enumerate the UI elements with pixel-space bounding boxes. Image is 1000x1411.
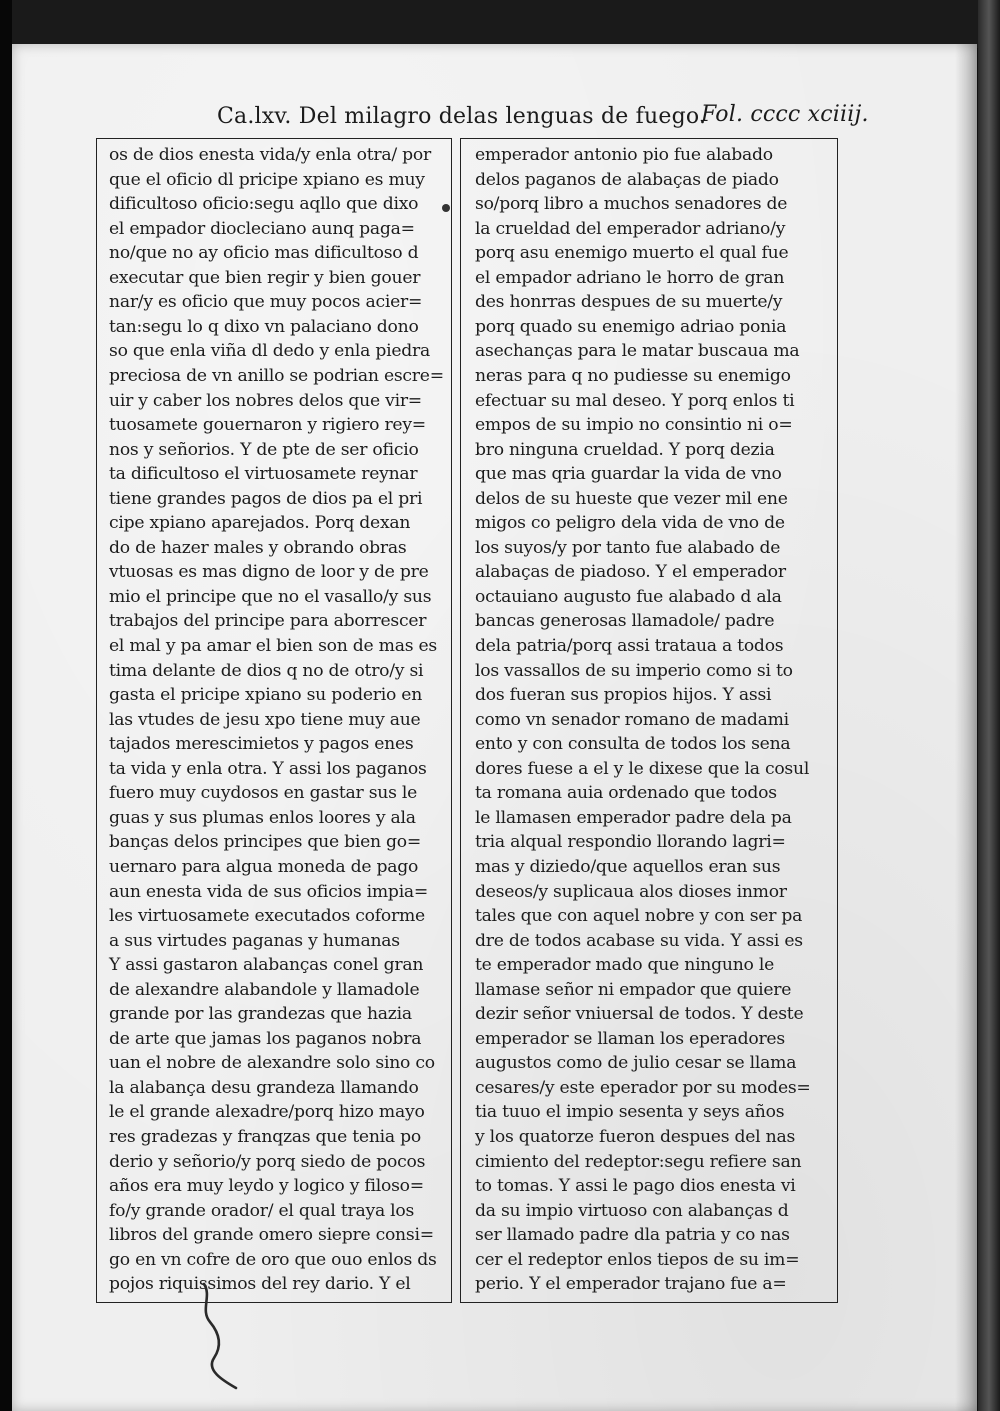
right-column-line: cimiento del redeptor:segu refiere san (475, 1151, 802, 1172)
right-column-line: dos fueran sus propios hijos. Y assi (475, 685, 772, 706)
scan-backdrop-top (0, 0, 1000, 48)
scan-backdrop-left (0, 0, 12, 1411)
right-column-line: ta romana auia ordenado que todos (475, 783, 777, 804)
left-column-line: trabajos del principe para aborrescer (109, 611, 427, 632)
left-column-lines (97, 139, 451, 1302)
folio-number: Fol. cccc xciiij. (701, 102, 869, 127)
right-column-line: tia tuuo el impio sesenta y seys años (475, 1102, 785, 1123)
left-column-line: no/que no ay oficio mas dificultoso d (109, 243, 419, 264)
left-column-line: nos y señorios. Y de pte de ser oficio (109, 439, 419, 460)
left-column-line: so que enla viña dl dedo y enla piedra (109, 341, 430, 362)
right-column-line: efectuar su mal deseo. Y porq enlos ti (475, 390, 795, 411)
ink-squiggle-mark (192, 1276, 252, 1396)
running-head (217, 100, 869, 134)
left-column-line: executar que bien regir y bien gouer (109, 267, 421, 288)
right-column-line: delos paganos de alabaças de piado (475, 169, 779, 190)
left-column-line: tiene grandes pagos de dios pa el pri (109, 488, 423, 509)
right-column-line: porq quado su enemigo adriao ponia (475, 316, 787, 337)
right-column-line: la crueldad del emperador adriano/y (475, 218, 786, 239)
right-column-line: cer el redeptor enlos tiepos de su im= (475, 1249, 800, 1270)
book-page (12, 44, 977, 1411)
left-column-line: tima delante de dios q no de otro/y si (109, 660, 424, 681)
right-column-line: des honrras despues de su muerte/y (475, 292, 783, 313)
left-column-line: ta vida y enla otra. Y assi los paganos (109, 758, 427, 779)
left-column-line: les virtuosamete executados coforme (109, 906, 425, 927)
left-column-line: banças delos principes que bien go= (109, 832, 422, 853)
right-column-line: bro ninguna crueldad. Y porq dezia (475, 439, 775, 460)
left-column-line: uir y caber los nobres delos que vir= (109, 390, 422, 411)
right-column-line: asechanças para le matar buscaua ma (475, 341, 800, 362)
right-column-line: octauiano augusto fue alabado d ala (475, 586, 782, 607)
left-column-line: que el oficio dl pricipe xpiano es muy (109, 169, 425, 190)
right-column-line: mas y diziedo/que aquellos eran sus (475, 856, 781, 877)
left-column-line: cipe xpiano aparejados. Porq dexan (109, 513, 411, 534)
left-column-line: fo/y grande orador/ el qual traya los (109, 1200, 415, 1221)
right-column-line: que mas qria guardar la vida de vno (475, 464, 782, 485)
left-column-line: uernaro para algua moneda de pago (109, 856, 419, 877)
left-column-line: dificultoso oficio:segu aqllo que dixo (109, 194, 419, 215)
right-column-line: da su impio virtuoso con alabanças d (475, 1200, 789, 1221)
left-column-line: el mal y pa amar el bien son de mas es (109, 636, 437, 656)
left-column-line: grande por las grandezas que hazia (109, 1004, 412, 1025)
left-column-line: nar/y es oficio que muy pocos acier= (109, 292, 423, 313)
right-column-line: ento y con consulta de todos los sena (475, 734, 791, 755)
left-column-line: libros del grande omero siepre consi= (109, 1225, 434, 1246)
right-column-lines (461, 139, 837, 1302)
right-column-line: alabaças de piadoso. Y el emperador (475, 562, 786, 583)
right-column-line: emperador se llaman los eperadores (475, 1028, 785, 1049)
page-edge-shadow (955, 44, 977, 1411)
right-column-line: migos co peligro dela vida de vno de (475, 513, 785, 534)
right-column-line: ser llamado padre dla patria y co nas (475, 1225, 790, 1246)
right-column-line: llamase señor ni empador que quiere (475, 979, 792, 1000)
right-column-line: delos de su hueste que vezer mil ene (475, 488, 788, 509)
running-title: Ca.lxv. Del milagro delas lenguas de fuego. (217, 104, 707, 129)
left-column-line: el empador diocleciano aunq paga= (109, 218, 415, 239)
right-column-line: neras para q no pudiesse su enemigo (475, 365, 791, 386)
left-column-line: las vtudes de jesu xpo tiene muy aue (109, 709, 421, 730)
left-column-line: vtuosas es mas digno de loor y de pre (109, 562, 429, 583)
left-column-line: uan el nobre de alexandre solo sino co (109, 1053, 435, 1074)
left-column-line: a sus virtudes paganas y humanas (109, 930, 400, 951)
right-column-line: y los quatorze fueron despues del nas (475, 1127, 796, 1147)
left-column-line: preciosa de vn anillo se podrian escre= (109, 365, 444, 386)
right-column-line: le llamasen emperador padre dela pa (475, 807, 792, 828)
right-column-line: como vn senador romano de madami (475, 709, 789, 730)
left-column-line: de alexandre alabandole y llamadole (109, 979, 420, 1000)
right-column-line: deseos/y suplicaua alos dioses inmor (475, 881, 787, 902)
left-column-line: la alabança desu grandeza llamando (109, 1077, 419, 1098)
right-column-line: emperador antonio pio fue alabado (475, 145, 773, 165)
right-column-line: to tomas. Y assi le pago dios enesta vi (475, 1176, 796, 1197)
right-column-line: dre de todos acabase su vida. Y assi es (475, 930, 803, 951)
left-column-line: res gradezas y franqzas que tenia po (109, 1127, 421, 1147)
left-column-line: os de dios enesta vida/y enla otra/ por (109, 145, 431, 165)
right-column-line: porq asu enemigo muerto el qual fue (475, 243, 789, 264)
text-column-right (460, 138, 838, 1303)
left-column-line: tajados merescimietos y pagos enes (109, 734, 414, 755)
right-column-line: dezir señor vniuersal de todos. Y deste (475, 1004, 804, 1025)
right-column-line: los suyos/y por tanto fue alabado de (475, 537, 781, 558)
right-column-line: los vassallos de su imperio como si to (475, 660, 793, 681)
left-column-line: gasta el pricipe xpiano su poderio en (109, 685, 423, 706)
left-column-line: Y assi gastaron alabanças conel gran (109, 955, 424, 976)
scan-backdrop-right (978, 0, 1000, 1411)
left-column-line: guas y sus plumas enlos loores y ala (109, 807, 416, 828)
ink-dot (442, 204, 450, 212)
left-column-line: le el grande alexadre/porq hizo mayo (109, 1102, 425, 1123)
left-column-line: fuero muy cuydosos en gastar sus le (109, 783, 418, 804)
left-column-line: aun enesta vida de sus oficios impia= (109, 881, 429, 902)
left-column-line: años era muy leydo y logico y filoso= (109, 1176, 424, 1197)
left-column-line: go en vn cofre de oro que ouo enlos ds (109, 1249, 437, 1270)
left-column-line: pojos riquissimos del rey dario. Y el (109, 1274, 411, 1295)
right-column-line: dela patria/porq assi trataua a todos (475, 636, 784, 656)
right-column-line: perio. Y el emperador trajano fue a= (475, 1274, 787, 1295)
left-column-line: tuosamete gouernaron y rigiero rey= (109, 415, 426, 436)
left-column-line: ta dificultoso el virtuosamete reynar (109, 464, 418, 485)
right-column-line: augustos como de julio cesar se llama (475, 1053, 797, 1074)
right-column-line: el empador adriano le horro de gran (475, 267, 785, 288)
right-column-line: so/porq libro a muchos senadores de (475, 194, 788, 215)
left-column-line: tan:segu lo q dixo vn palaciano dono (109, 316, 419, 337)
right-column-line: bancas generosas llamadole/ padre (475, 611, 775, 632)
right-column-line: dores fuese a el y le dixese que la cosul (475, 758, 810, 779)
right-column-line: te emperador mado que ninguno le (475, 955, 774, 976)
left-column-line: mio el principe que no el vasallo/y sus (109, 586, 432, 607)
left-column-line: derio y señorio/y porq siedo de pocos (109, 1151, 426, 1172)
right-column-line: empos de su impio no consintio ni o= (475, 415, 793, 436)
right-column-line: tales que con aquel nobre y con ser pa (475, 906, 803, 927)
right-column-line: tria alqual respondio llorando lagri= (475, 832, 786, 853)
right-column-line: cesares/y este eperador por su modes= (475, 1077, 811, 1098)
left-column-line: do de hazer males y obrando obras (109, 537, 407, 558)
text-column-left (96, 138, 452, 1303)
left-column-line: de arte que jamas los paganos nobra (109, 1028, 422, 1049)
